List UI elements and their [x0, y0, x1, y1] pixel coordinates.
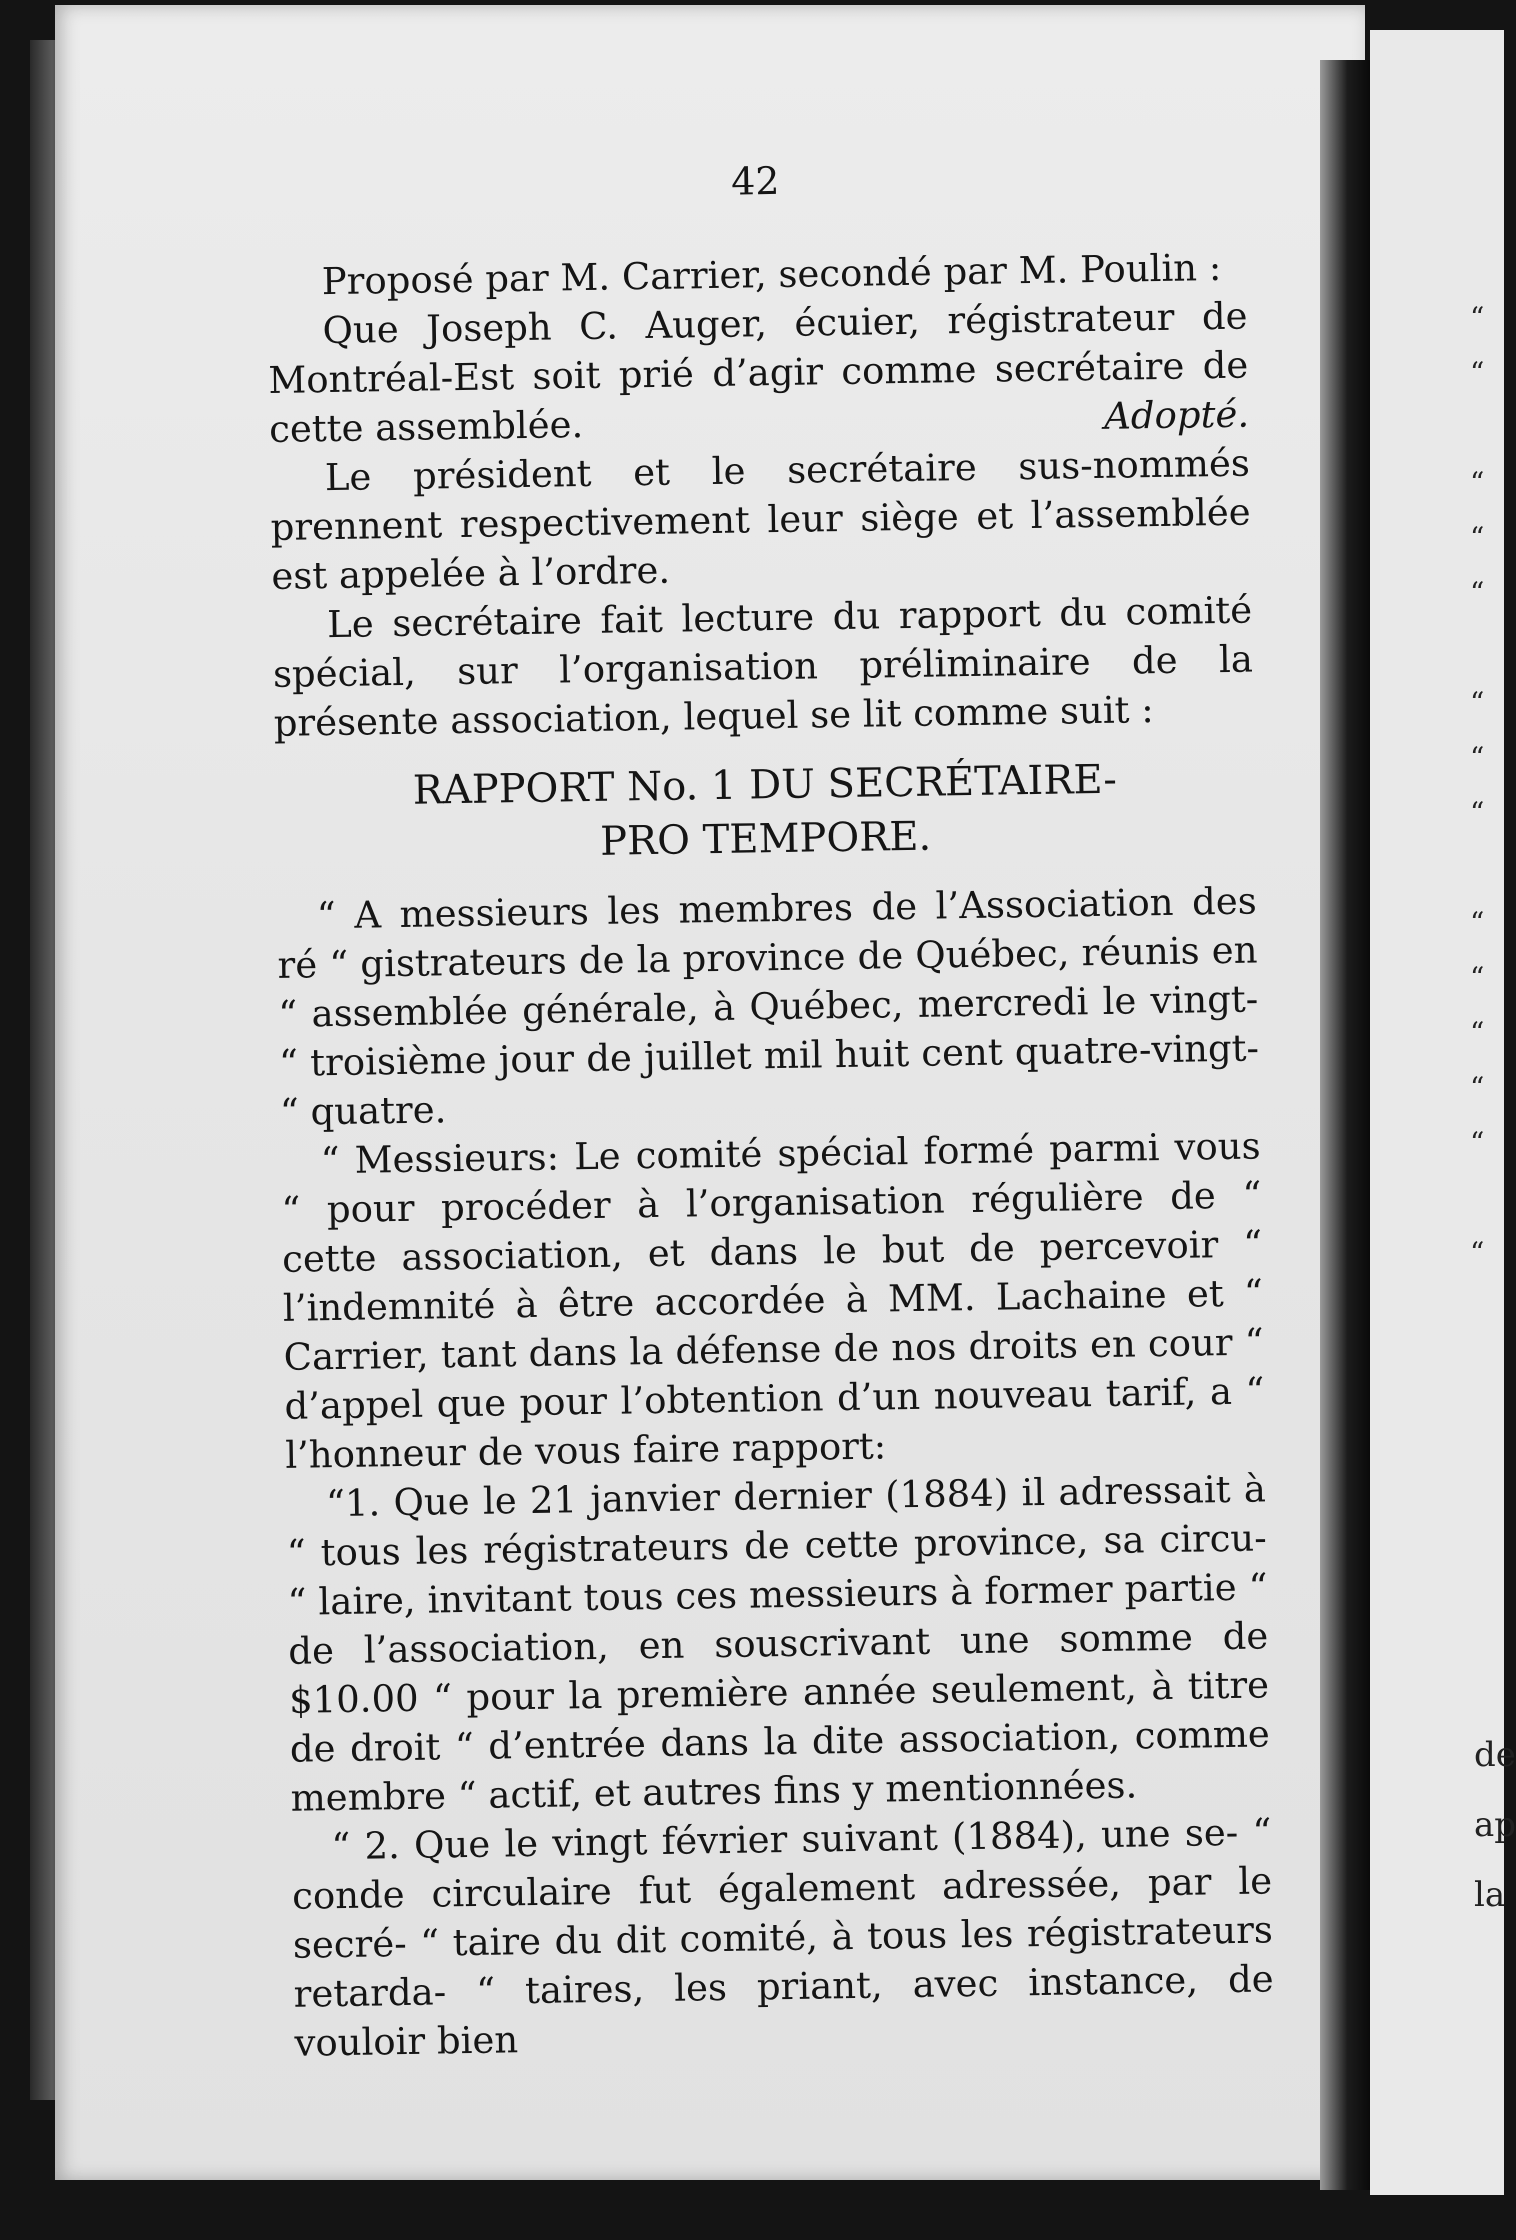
paragraph-motion: Proposé par M. Carrier, secondé par M. Poulin :	[321, 245, 1222, 304]
facing-page-quote-marks: “ “ “ “ “ “ “ “ “ “ “ “ “ “	[1470, 301, 1485, 1269]
quoted-address: “ A messieurs les membres de l’Association des ré “ gistrateurs de la province de Québec, réunis en “ assemblée générale, à Québec, mercredi le vingt- “ troisième jour de juillet mil huit cent quatre-vingt- “ quatre.	[277, 879, 1260, 1134]
paragraph-seats: Le président et le secrétaire sus-nommés prennent respectivement leur siège et l’assemblée est appelée à l’ordre.	[270, 441, 1251, 598]
paragraph-secretary: Que Joseph C. Auger, écuier, régistrateur de Montréal-Est soit prié d’agir comme secrétaire de cette assemblée.	[268, 294, 1249, 451]
adopted-note: Adopté.	[1103, 392, 1250, 438]
quoted-item-1: “1. Que le 21 janvier dernier (1884) il adressait à “ tous les régistrateurs de cette province, sa circu- “ laire, invitant tous ces messieurs à former partie “ de l’association, en souscrivant une somme de $10.00 “ pour la première année seulement, à titre de droit “ d’entrée dans la dite association, comme membre “ actif, et autres fins y mentionnées.	[286, 1467, 1271, 1820]
report-heading-line-1: RAPPORT No. 1 DU SECRÉTAIRE-	[412, 756, 1118, 814]
facing-fragment: ap	[1474, 1805, 1516, 1845]
report-heading	[274, 751, 1256, 874]
quoted-messieurs: “ Messieurs: Le comité spécial formé parmi vous “ pour procéder à l’organisation régulière de “ cette association, et dans le but de percevoir “ l’indemnité à être accordée à MM. Lachaine et “ Carrier, tant dans la défense de nos droits en cour “ d’appel que pour l’obtention d’un nouveau tarif, a “ l’honneur de vous faire rapport:	[281, 1124, 1265, 1477]
book-gutter	[1320, 60, 1370, 2190]
facing-fragment: la	[1474, 1875, 1506, 1915]
report-heading-line-2: PRO TEMPORE.	[599, 813, 932, 865]
paragraph-reading: Le secrétaire fait lecture du rapport du comité spécial, sur l’organisation préliminaire de la présente association, lequel se lit comme suit :	[272, 588, 1254, 745]
facing-page-fragments	[1474, 1720, 1516, 1930]
page-text	[265, 150, 1275, 2068]
facing-fragment: de	[1474, 1735, 1516, 1775]
page-number: 42	[730, 158, 780, 204]
quoted-item-2: “ 2. Que le vingt février suivant (1884), une se- “ conde circulaire fut également adressée, par le secré- “ taire du dit comité, à tous les régistrateurs retarda- “ taires, les priant, avec instance, de vouloir bien	[291, 1810, 1274, 2065]
